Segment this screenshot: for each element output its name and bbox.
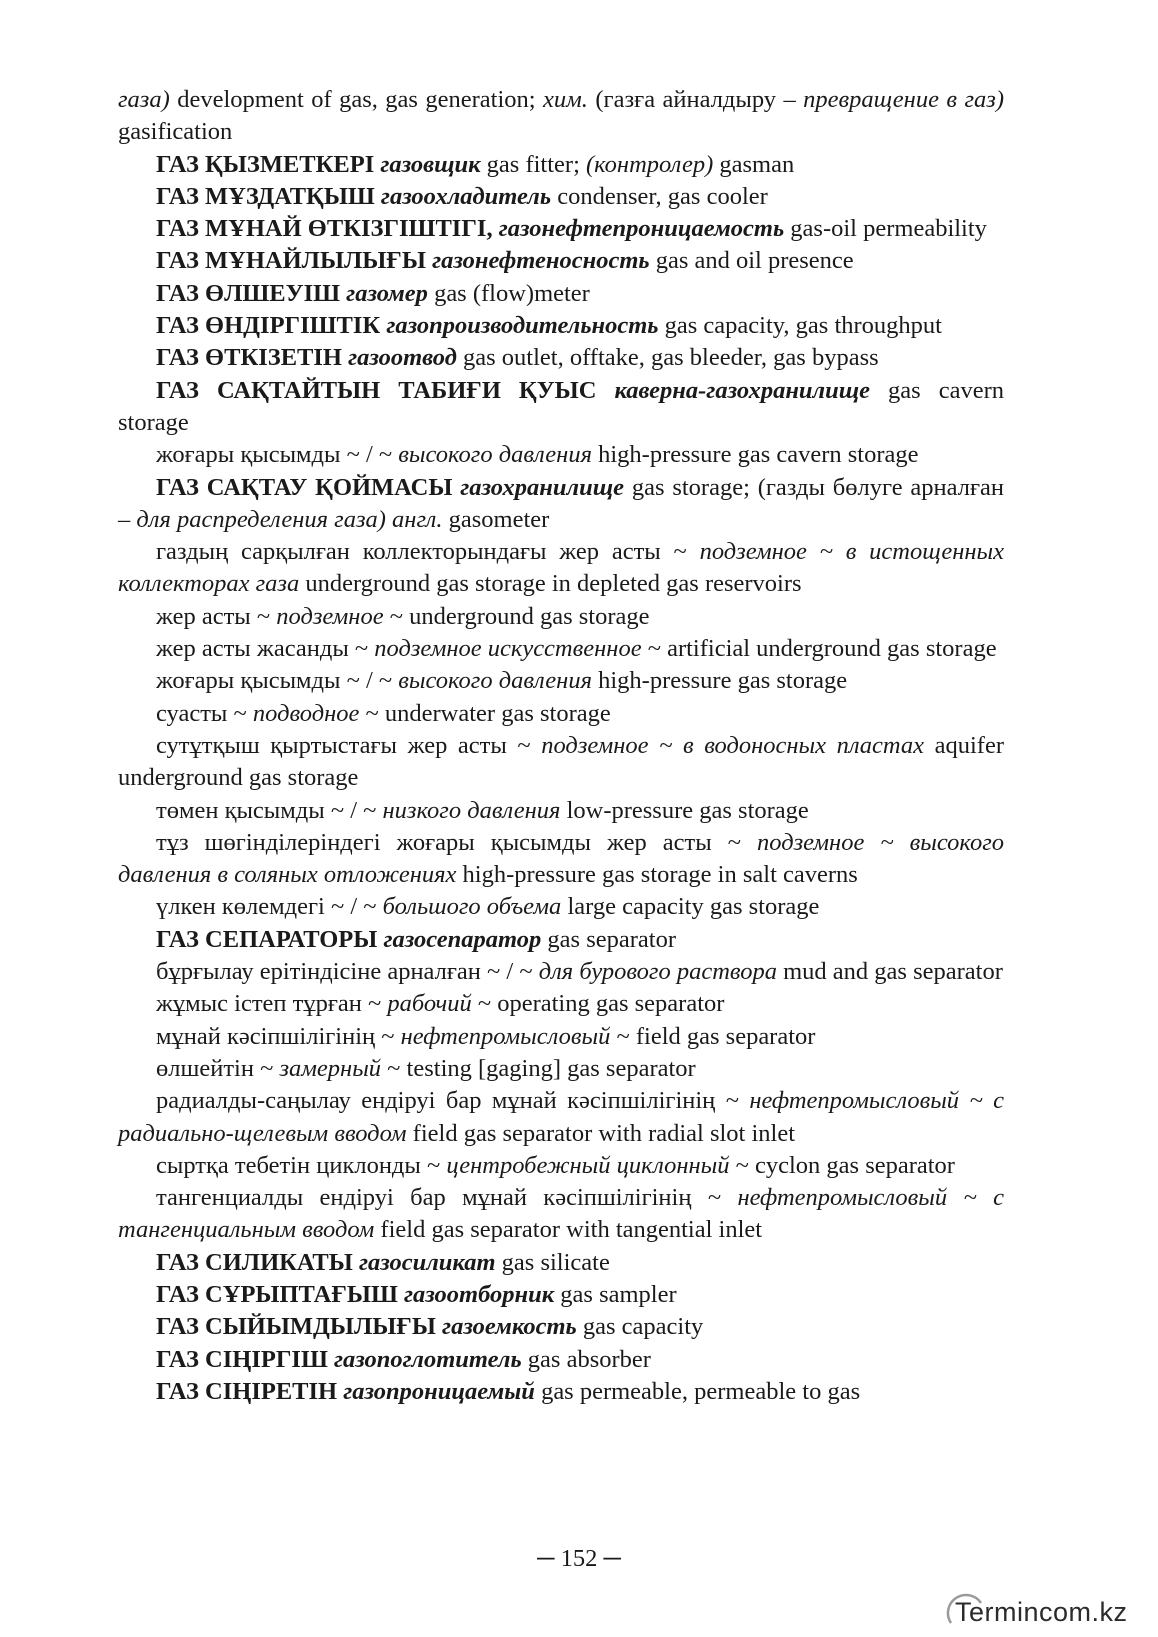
kazakh-headword: ГАЗ ӨТКІЗЕТІН	[156, 344, 342, 372]
entry-text: суасты ~	[156, 699, 253, 727]
entry-text: gasometer	[442, 505, 550, 533]
dictionary-entry	[118, 1376, 1004, 1408]
kazakh-headword: ГАЗ САҚТАУ ҚОЙМАСЫ	[156, 473, 453, 501]
entry-text: gas-oil permeability	[784, 215, 987, 243]
dictionary-entry	[118, 891, 1004, 923]
dictionary-entry	[118, 536, 1004, 601]
italic-note: для распределения газа) англ.	[136, 505, 443, 533]
italic-note: для бурового раствора	[538, 958, 777, 986]
italic-note: подводное	[252, 699, 360, 727]
entry-text: (газға айналдыру –	[587, 86, 804, 113]
kazakh-headword: ГАЗ МҰЗДАТҚЫШ	[156, 182, 375, 210]
entry-text: жер асты ~	[156, 602, 277, 630]
italic-note: превращение в газ)	[803, 86, 1004, 113]
dictionary-entry	[118, 924, 1004, 956]
kazakh-headword: ГАЗ СЫЙЫМДЫЛЫҒЫ	[156, 1313, 436, 1341]
dictionary-entry	[118, 1247, 1004, 1279]
entry-text: жоғары қысымды ~ / ~	[156, 667, 399, 695]
kazakh-headword: ГАЗ МҰНАЙЛЫЛЫҒЫ	[156, 247, 426, 275]
entry-text: gas separator	[541, 925, 676, 953]
dictionary-entry	[118, 956, 1004, 988]
russian-term: газохранилище	[460, 473, 624, 501]
entry-text: gas (flow)meter	[427, 279, 590, 307]
kazakh-headword: ГАЗ ҚЫЗМЕТКЕРІ	[156, 150, 375, 178]
entry-text: радиалды-саңылау ендіруі бар мұнай кәсіпшілігінің ~	[156, 1087, 750, 1115]
dictionary-entry	[118, 730, 1004, 795]
dictionary-entry	[118, 827, 1004, 892]
italic-note: подземное ~ в водоносных пластах	[541, 731, 925, 759]
entry-text: gas cavern storage	[118, 376, 1005, 436]
entry-text: сутұтқыш қыртыстағы жер асты ~	[156, 731, 542, 759]
page-number: ─ 152 ─	[537, 1545, 621, 1572]
kazakh-headword: ГАЗ СИЛИКАТЫ	[156, 1248, 353, 1276]
dictionary-entry	[118, 181, 1004, 213]
entry-text: ~ underwater gas storage	[359, 699, 611, 727]
entry-text: field gas separator with tangential inlet	[374, 1216, 763, 1244]
dictionary-entry	[118, 439, 1004, 471]
entry-text: field gas separator with radial slot inlet	[406, 1119, 796, 1147]
italic-note: подземное ~ в истощенных коллекторах газа	[118, 538, 1004, 598]
kazakh-headword: ГАЗ СЕПАРАТОРЫ	[156, 925, 378, 953]
italic-note: большого объема	[382, 893, 562, 921]
entry-text: gas outlet, offtake, gas bleeder, gas bypass	[456, 344, 879, 372]
dictionary-entry	[118, 665, 1004, 697]
russian-term: газоотвод	[348, 344, 457, 372]
entry-text: ~ operating gas separator	[471, 990, 725, 1018]
russian-term: газопроизводительность	[386, 312, 659, 340]
italic-note: рабочий	[387, 990, 472, 1018]
entry-text: үлкен көлемдегі ~ / ~	[156, 893, 383, 921]
russian-term: газопоглотитель	[334, 1345, 522, 1373]
russian-term: газонефтепроницаемость	[498, 215, 785, 243]
entry-text: gas capacity	[576, 1313, 704, 1341]
entry-text: ~ cyclon gas separator	[729, 1151, 955, 1179]
entry-text: low-pressure gas storage	[560, 796, 809, 824]
italic-note: высокого давления	[398, 441, 592, 469]
entry-text: жұмыс істеп тұрған ~	[156, 990, 388, 1018]
entry-text: сыртқа тебетін циклонды ~	[156, 1151, 447, 1179]
dictionary-entry	[118, 310, 1004, 342]
entry-text: gas sampler	[554, 1280, 677, 1308]
kazakh-headword: ГАЗ СҰРЫПТАҒЫШ	[156, 1280, 398, 1308]
russian-term: газоохладитель	[380, 182, 552, 210]
dictionary-entry	[118, 795, 1004, 827]
kazakh-headword: ГАЗ СІҢІРГІШ	[156, 1345, 328, 1373]
dictionary-entry	[118, 1085, 1004, 1150]
entry-text: жоғары қысымды ~ / ~	[156, 441, 399, 469]
russian-term: газоемкость	[442, 1313, 577, 1341]
entry-text: gas permeable, permeable to gas	[534, 1377, 861, 1405]
dictionary-entry	[118, 633, 1004, 665]
watermark-text: Termincom.kz	[955, 1597, 1128, 1627]
entry-text: тангенциалды ендіруі бар мұнай кәсіпшілігінің ~	[156, 1184, 738, 1212]
entry-text: high-pressure gas cavern storage	[591, 441, 919, 469]
site-watermark	[943, 1597, 1143, 1633]
entry-text: тұз шөгінділеріндегі жоғары қысымды жер асты ~	[156, 828, 758, 856]
dictionary-entry	[118, 213, 1004, 245]
entry-text: gas storage; (газды бөлуге арналған –	[118, 473, 1005, 533]
italic-note: низкого давления	[382, 796, 561, 824]
dictionary-entry	[118, 988, 1004, 1020]
entry-text: gasman	[713, 150, 795, 178]
italic-note: нефтепромысловый	[400, 1022, 611, 1050]
entry-text: aquifer underground gas storage	[118, 731, 1005, 792]
entry-text: high-pressure gas storage	[591, 667, 848, 695]
italic-note: нефтепромысловый ~ с радиально-щелевым вводом	[118, 1087, 1004, 1147]
entry-text: мұнай кәсіпшілігінің ~	[156, 1022, 401, 1050]
entry-text: gas silicate	[495, 1248, 610, 1276]
entry-text: жер асты жасанды ~	[156, 635, 375, 663]
dictionary-entry	[118, 1182, 1004, 1247]
russian-term: газомер	[346, 279, 428, 307]
entry-text: gas absorber	[521, 1345, 651, 1373]
italic-note: нефтепромысловый ~ с тангенциальным вводом	[118, 1184, 1004, 1244]
italic-note: подземное ~ высокого давления в соляных отложениях	[118, 828, 1004, 889]
italic-note: хим.	[543, 86, 588, 113]
entry-text: ~ testing [gaging] gas separator	[381, 1054, 696, 1082]
entry-text: бұрғылау ерітіндісіне арналған ~ / ~	[156, 958, 539, 986]
entry-text: large capacity gas storage	[561, 893, 820, 921]
italic-note: высокого давления	[398, 667, 592, 695]
dictionary-entry	[118, 1311, 1004, 1343]
entry-text: газдың сарқылған коллекторындағы жер асты ~	[156, 538, 700, 566]
dictionary-page	[118, 84, 1004, 1408]
entry-text: төмен қысымды ~ / ~	[156, 796, 383, 824]
entry-text: өлшейтін ~	[156, 1054, 280, 1082]
entry-text: gas fitter;	[480, 150, 586, 178]
dictionary-entry	[118, 1344, 1004, 1376]
russian-term: каверна-газохранилище	[614, 376, 871, 404]
dictionary-entry	[118, 698, 1004, 730]
dictionary-entry	[118, 375, 1004, 440]
kazakh-headword: ГАЗ МҰНАЙ ӨТКІЗГІШТІГІ,	[156, 215, 493, 243]
dictionary-entry	[118, 84, 1004, 149]
italic-note: центробежный циклонный	[446, 1151, 730, 1179]
entry-text	[596, 377, 614, 404]
entry-text: gas capacity, gas throughput	[658, 312, 942, 340]
dictionary-entry	[118, 601, 1004, 633]
dictionary-entry	[118, 1053, 1004, 1085]
kazakh-headword: ГАЗ ӨЛШЕУІШ	[156, 279, 341, 307]
russian-term: газонефтеносность	[432, 247, 650, 275]
entry-text: ~ artificial underground gas storage	[641, 635, 997, 663]
entry-text: mud and gas separator	[777, 958, 1003, 986]
entry-text: gasification	[118, 118, 233, 146]
dictionary-entry	[118, 1021, 1004, 1053]
entry-text: high-pressure gas storage in salt caverns	[456, 861, 858, 889]
entry-text: gas and oil presence	[649, 247, 854, 275]
italic-note: (контролер)	[586, 150, 714, 178]
russian-term: газосепаратор	[383, 925, 542, 953]
dictionary-entry	[118, 245, 1004, 277]
dictionary-entry	[118, 472, 1004, 537]
dictionary-entry	[118, 342, 1004, 374]
italic-note: подземное искусственное	[374, 635, 642, 663]
russian-term: газопроницаемый	[343, 1377, 535, 1405]
entry-text: underground gas storage in depleted gas reservoirs	[299, 570, 802, 598]
dictionary-entry	[118, 149, 1004, 181]
entry-text: development of gas, gas generation;	[169, 86, 544, 113]
italic-note: газа)	[118, 86, 170, 113]
entry-text: ~ field gas separator	[610, 1022, 816, 1050]
dictionary-entry	[118, 1279, 1004, 1311]
kazakh-headword: ГАЗ САҚТАЙТЫН ТАБИҒИ ҚУЫС	[156, 376, 597, 404]
dictionary-entry	[118, 278, 1004, 310]
russian-term: газоотборник	[404, 1280, 555, 1308]
russian-term: газосиликат	[358, 1248, 496, 1276]
italic-note: замерный	[279, 1054, 382, 1082]
entry-text: ~ underground gas storage	[383, 602, 650, 630]
russian-term: газовщик	[380, 150, 481, 178]
italic-note: подземное	[276, 602, 384, 630]
entry-text: condenser, gas cooler	[551, 182, 768, 210]
kazakh-headword: ГАЗ ӨНДІРГІШТІК	[156, 312, 381, 340]
dictionary-entry	[118, 1150, 1004, 1182]
kazakh-headword: ГАЗ СІҢІРЕТІН	[156, 1377, 338, 1405]
